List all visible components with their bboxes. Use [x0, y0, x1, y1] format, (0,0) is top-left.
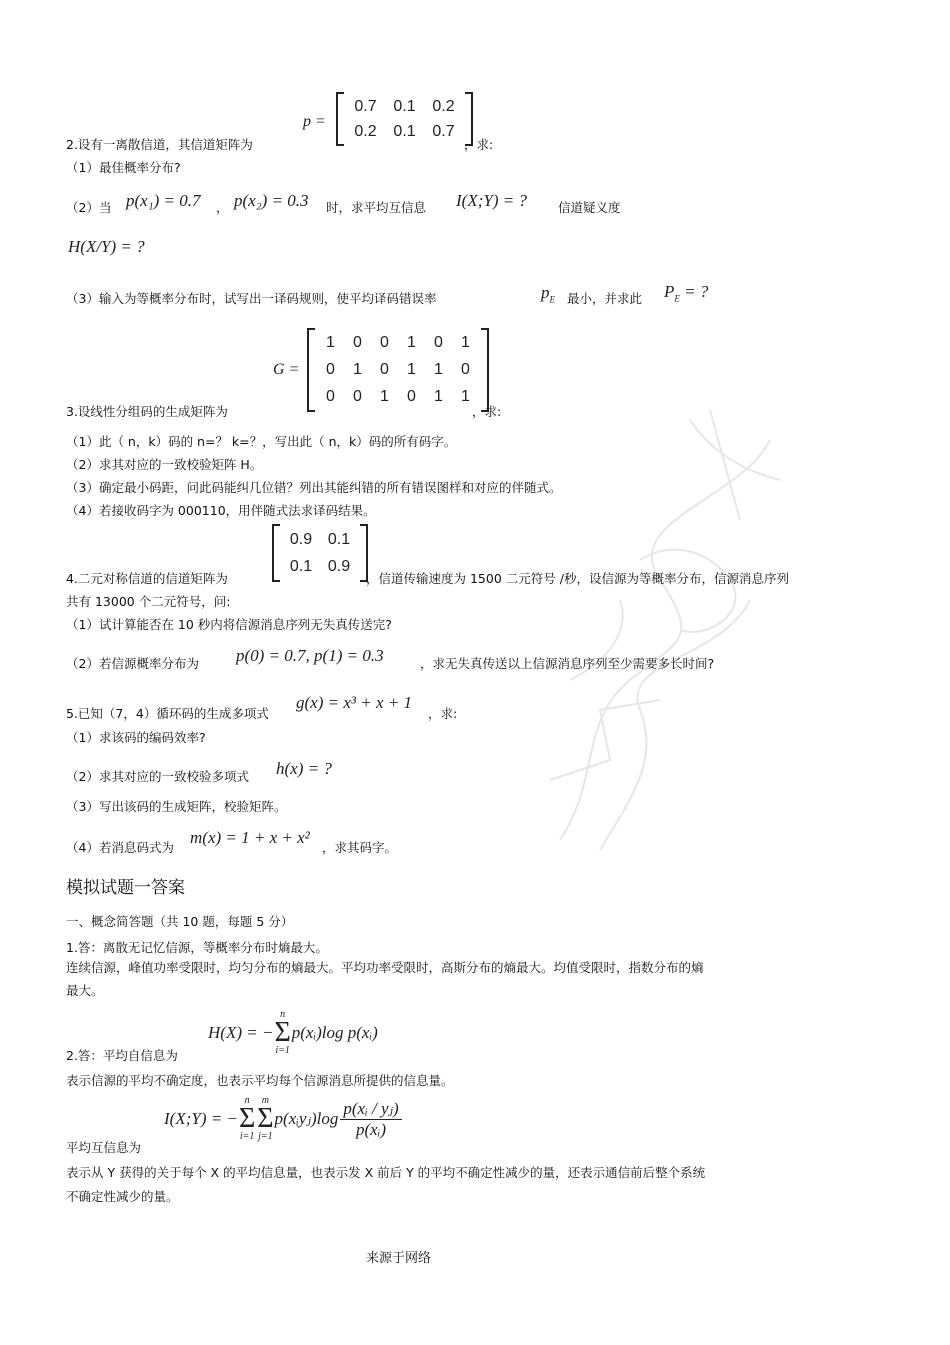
q2-stem-tail: ，求: [464, 137, 494, 152]
q2-sub2-sep: ， [216, 200, 229, 215]
q4-matrix-cell: 0.9 [327, 557, 351, 575]
q4-stem: 4.二元对称信道的信道矩阵为 [66, 571, 228, 586]
page-footer: 来源于网络 [366, 1251, 432, 1266]
q2-matrix-row [346, 98, 463, 116]
q3-matrix-row [317, 361, 479, 379]
answer-1-line2: 连续信源，峰值功率受限时，均匀分布的熵最大。平均功率受限时，高斯分布的熵最大。均值受限时，指数分布的熵 [66, 960, 704, 975]
q3-generator-matrix [307, 328, 489, 412]
q4-matrix-row [282, 558, 358, 576]
q2-matrix-cell: 0.1 [393, 122, 416, 140]
watermark-scribble [540, 380, 800, 860]
answers-title: 模拟试题一答案 [66, 878, 185, 898]
q3-stem: 3.设线性分组码的生成矩阵为 [66, 404, 228, 419]
q2-matrix-row [346, 123, 463, 141]
q2-sub3-math-pe: $p_E$ [541, 283, 555, 305]
q4-stem-line2: 共有 13000 个二元符号，问: [66, 594, 231, 609]
q2-sub3: （3）输入为等概率分布时，试写出一译码规则，使平均译码错误率 [66, 291, 437, 306]
q3-sub2: （2）求其对应的一致校验矩阵 H。 [66, 457, 263, 472]
q5-sub2-math: h(x) = ? [276, 759, 332, 778]
q2-sub2-math-ixy: I(X;Y) = ? [456, 191, 527, 210]
q4-channel-matrix [272, 524, 368, 582]
q2-sub2-math-hxy: H(X/Y) = ? [68, 237, 145, 256]
q2-sub2-prefix: （2）当 [66, 200, 112, 215]
q5-stem-tail: ，求: [428, 706, 458, 721]
q4-sub2-prefix: （2）若信源概率分布为 [66, 656, 199, 671]
q3-matrix-cell: 1 [434, 360, 443, 378]
answer-2-line1: 2.答：平均自信息为 [66, 1048, 178, 1063]
sum-symbol-i: n Σ i=1 [238, 1095, 256, 1142]
q3-sub4: （4）若接收码字为 000110，用伴随式法求译码结果。 [66, 503, 376, 518]
q3-matrix-cell: 0 [380, 334, 389, 352]
q3-matrix-cell: 1 [353, 360, 362, 378]
q4-stem-tail: ，信道传输速度为 1500 二元符号 /秒，设信源为等概率分布，信源消息序列 [366, 571, 789, 586]
q3-matrix-cell: 0 [326, 360, 335, 378]
entropy-formula: H(X) = − n Σ i=1 p(xᵢ)log p(xᵢ) [208, 1009, 378, 1056]
answer-2-line2: 表示信源的平均不确定度，也表示平均每个信源消息所提供的信息量。 [66, 1073, 454, 1088]
q3-matrix-label: G = [273, 361, 300, 378]
q2-sub3-math-pe2: $P_E$ = ? [664, 282, 709, 304]
q3-matrix-cell: 1 [380, 387, 389, 405]
q4-matrix-cell: 0.1 [289, 557, 313, 575]
mutual-information-formula: I(X;Y) = − n Σ i=1 m Σ j=1 p(xᵢyⱼ)log $\frac{\text{p(xᵢ / yⱼ)}}{\text{p(xᵢ)}}$ [164, 1096, 404, 1142]
q2-sub2-equivocation: 信道疑义度 [558, 200, 621, 215]
q3-matrix-cell: 1 [326, 334, 335, 352]
q3-matrix-row [317, 334, 479, 352]
q5-sub1: （1）求该码的编码效率? [66, 730, 206, 745]
q3-matrix-cell: 0 [380, 360, 389, 378]
q2-sub2-math-px2: p(x₂) = 0.3 [234, 191, 309, 210]
q2-sub2-text: 时，求平均互信息 [326, 200, 427, 215]
q3-matrix-cell: 1 [407, 334, 416, 352]
q3-matrix-row [317, 388, 479, 406]
q5-sub4-math: m(x) = 1 + x + x² [190, 828, 310, 847]
sum-symbol-j: m Σ j=1 [257, 1095, 274, 1142]
answer-2-line4: 表示从 Y 获得的关于每个 X 的平均信息量，也表示发 X 前后 Y 的平均不确定性减少的量，还表示通信前后整个系统 [66, 1165, 706, 1180]
q3-matrix-cell: 0 [461, 360, 470, 378]
q5-stem-math: g(x) = x³ + x + 1 [296, 693, 412, 712]
q2-matrix-cell: 0.2 [354, 122, 377, 140]
answer-2-line5: 不确定性减少的量。 [66, 1189, 179, 1204]
q2-matrix-cell: 0.1 [393, 97, 416, 115]
q4-sub2-math: p(0) = 0.7, p(1) = 0.3 [236, 646, 384, 665]
q3-matrix-cell: 0 [434, 334, 443, 352]
q4-sub2-text: ，求无失真传送以上信源消息序列至少需要多长时间? [420, 656, 715, 671]
q3-matrix-cell: 0 [353, 334, 362, 352]
q2-sub3-text: 最小，并求此 [567, 291, 643, 306]
q2-matrix-cell: 0.2 [432, 97, 455, 115]
q3-stem-tail: ，求: [472, 404, 502, 419]
q3-sub3: （3）确定最小码距，问此码能纠几位错？列出其能纠错的所有错误图样和对应的伴随式。 [66, 480, 562, 495]
log-fraction: $\frac{\text{p(xᵢ / yⱼ)}}{\text{p(xᵢ)}}$ [340, 1099, 401, 1140]
q3-sub1: （1）此（ n，k）码的 n=？ k=？，写出此（ n，k）码的所有码字。 [66, 434, 457, 449]
q3-matrix-cell: 0 [326, 387, 335, 405]
q3-matrix-cell: 1 [407, 360, 416, 378]
answers-section-heading: 一、概念简答题（共 10 题，每题 5 分） [66, 914, 294, 929]
q2-sub2-math-px1: p(x₁) = 0.7 [126, 191, 201, 210]
q3-matrix-cell: 1 [461, 387, 470, 405]
sum-symbol: n Σ i=1 [274, 1009, 291, 1056]
q4-matrix-row [282, 531, 358, 549]
q3-matrix-cell: 0 [353, 387, 362, 405]
q2-matrix-cell: 0.7 [354, 97, 377, 115]
q5-sub3: （3）写出该码的生成矩阵，校验矩阵。 [66, 799, 287, 814]
answer-2-line3: 平均互信息为 [66, 1140, 142, 1155]
q2-stem: 2.设有一离散信道，其信道矩阵为 [66, 137, 253, 152]
q3-matrix-cell: 1 [461, 334, 470, 352]
q2-sub1: （1）最佳概率分布? [66, 160, 181, 175]
answer-1-line1: 1.答：离散无记忆信源，等概率分布时熵最大。 [66, 940, 328, 955]
q2-matrix-cell: 0.7 [432, 122, 455, 140]
q5-sub2-prefix: （2）求其对应的一致校验多项式 [66, 769, 249, 784]
q5-sub4-text: ，求其码字。 [322, 840, 398, 855]
q4-sub1: （1）试计算能否在 10 秒内将信源消息序列无失真传送完? [66, 617, 392, 632]
q2-channel-matrix [336, 92, 473, 146]
q4-matrix-cell: 0.9 [289, 530, 313, 548]
q3-matrix-cell: 1 [434, 387, 443, 405]
answer-1-line3: 最大。 [66, 983, 104, 998]
q5-sub4-prefix: （4）若消息码式为 [66, 840, 174, 855]
q5-stem: 5.已知（7，4）循环码的生成多项式 [66, 706, 269, 721]
q3-matrix-cell: 0 [407, 387, 416, 405]
q2-matrix-label: p = [303, 113, 326, 130]
q4-matrix-cell: 0.1 [327, 530, 351, 548]
